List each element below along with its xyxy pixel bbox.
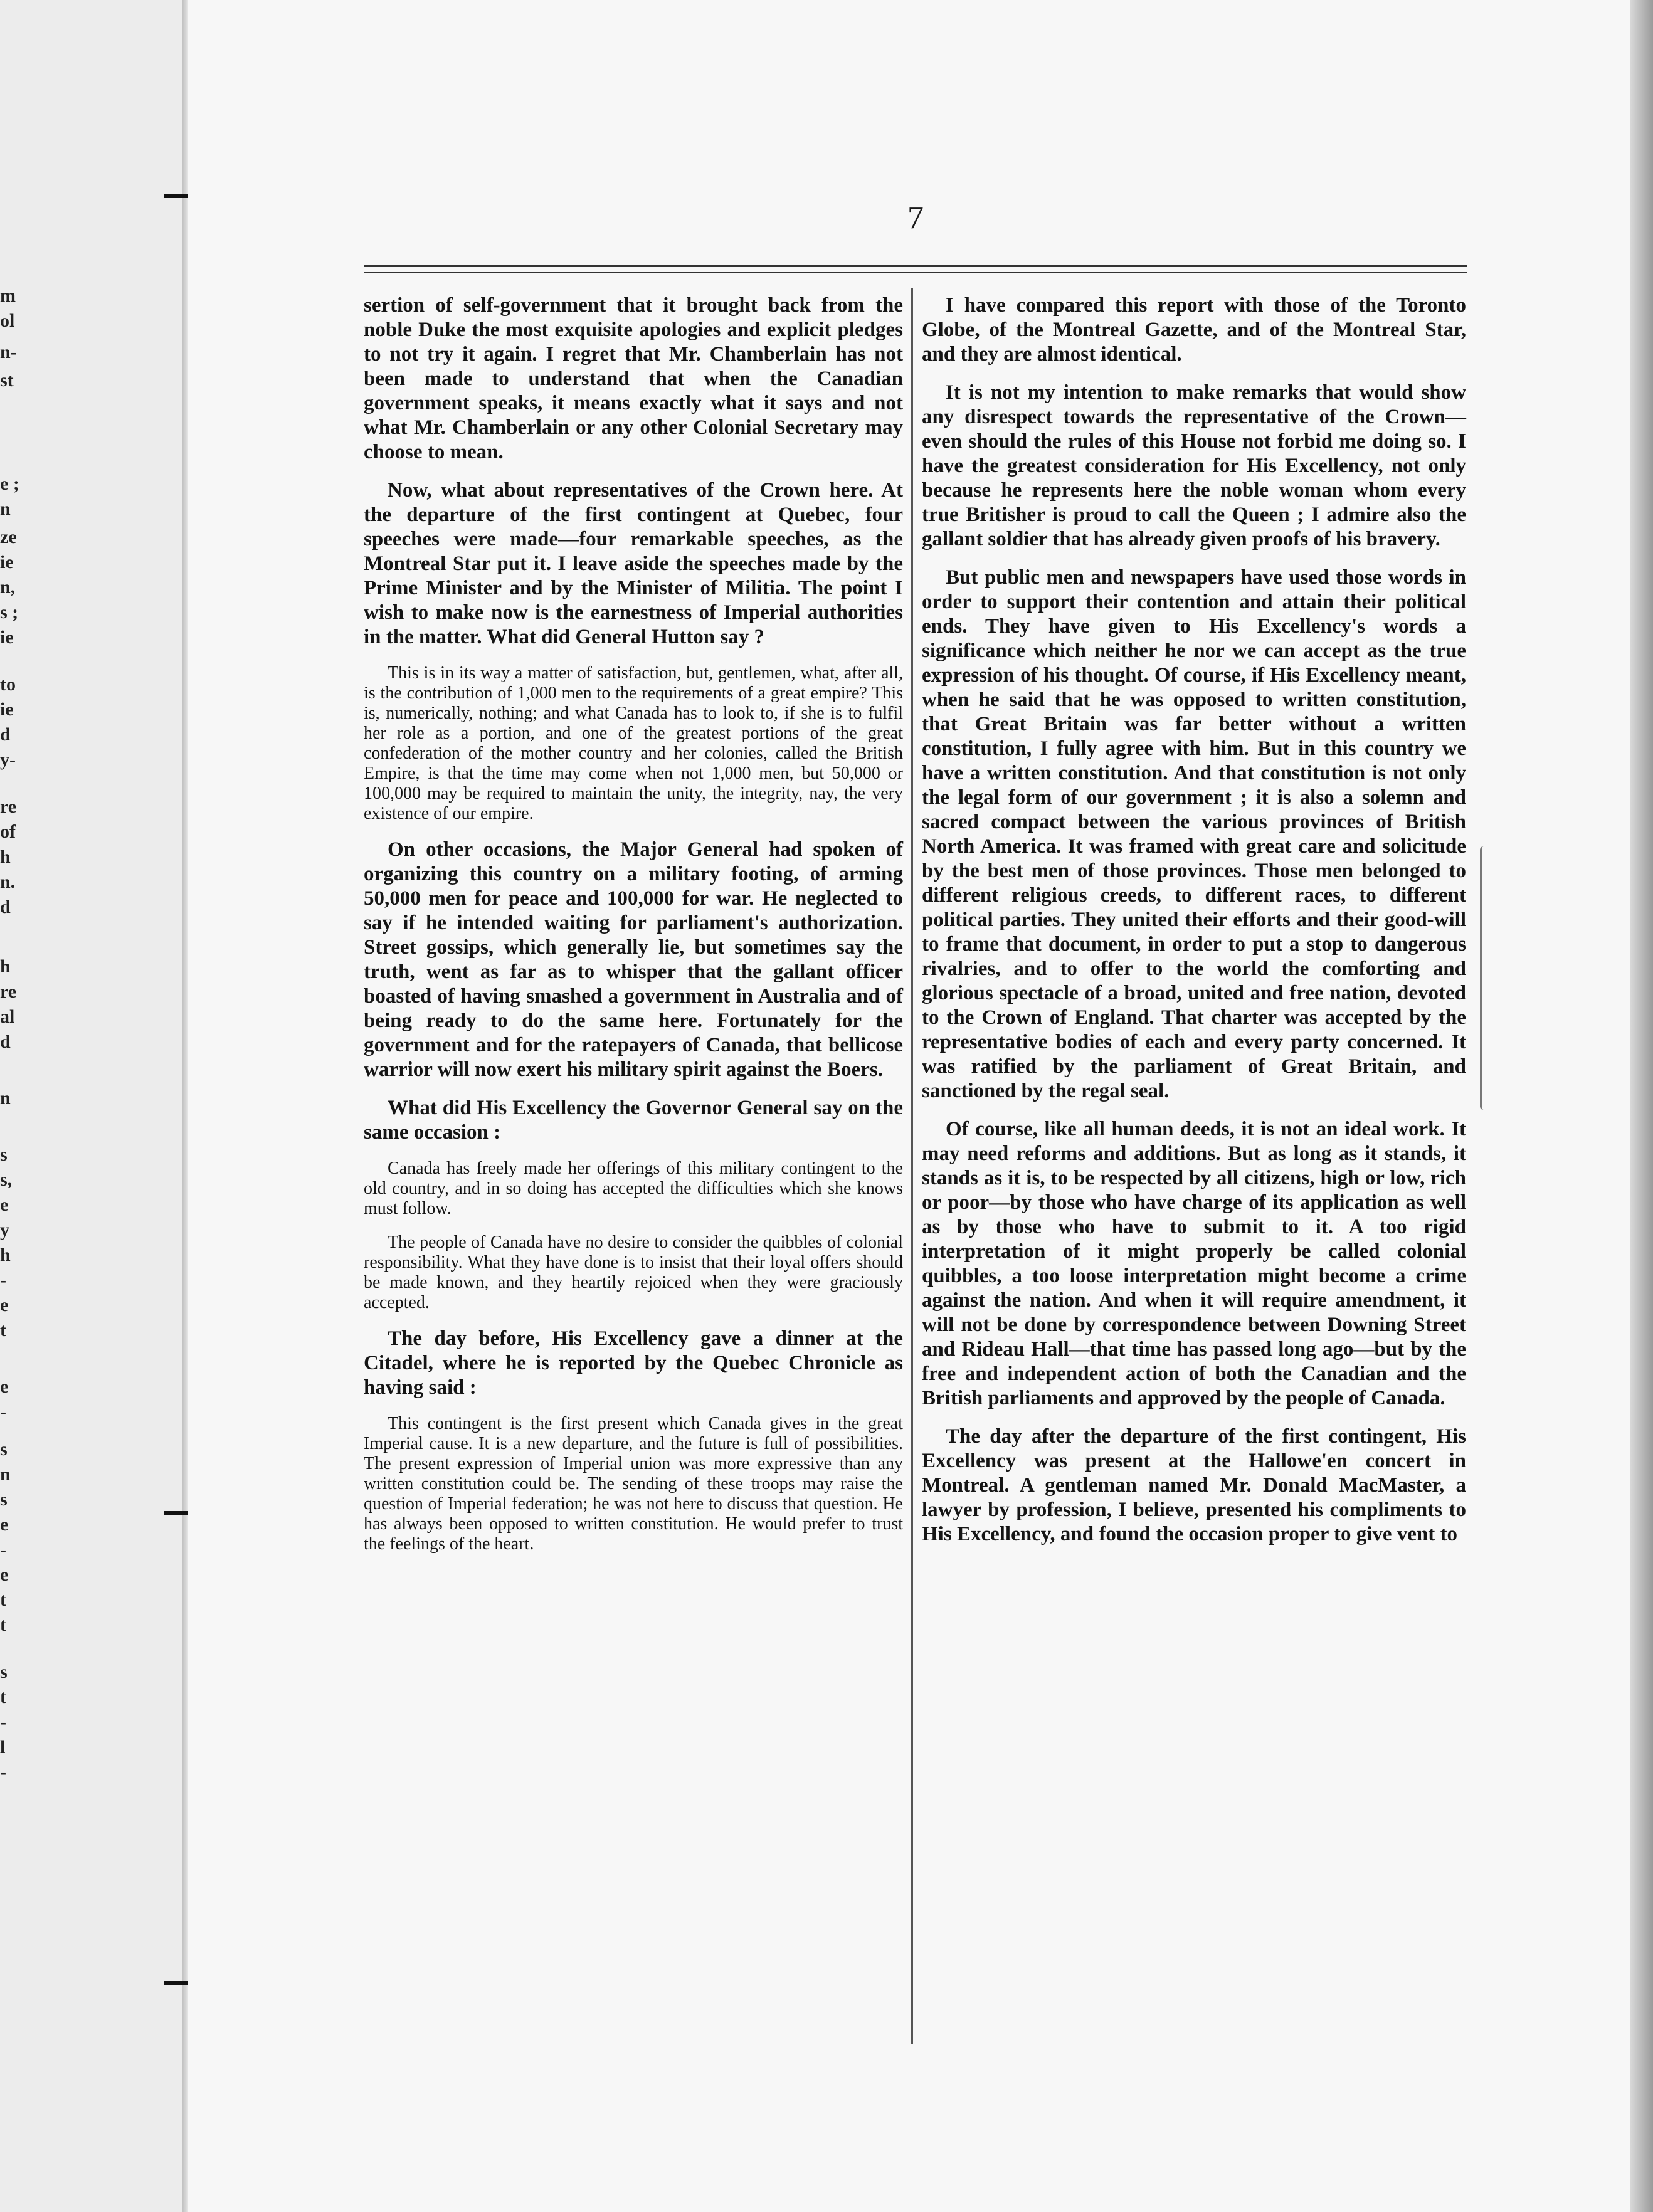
previous-page-text-fragment: m — [0, 285, 16, 306]
previous-page-text-fragment: - — [0, 1762, 6, 1783]
previous-page-edge — [182, 0, 188, 2212]
previous-page-text-fragment: e — [0, 1514, 9, 1535]
paragraph: It is not my intention to make remarks that would show any disrespect towards the representative of the Crown—even should the rules of this House not forbid me doing so. I have the greatest consideration for His Excellency, not only because he represents here the noble woman whom every true Britisher is proud to call the Queen ; I admire also the gallant soldier that has already given proofs of his bravery. — [922, 381, 1466, 550]
quoted-passage: The people of Canada have no desire to consider the quibbles of colonial responsibility. What they have done is to insist that their loyal offers should be made known, and they heartily rejoiced when they were graciously accepted. — [364, 1233, 903, 1312]
paragraph: On other occasions, the Major General had spoken of organizing this country on a military footing, of arming 50,000 men for peace and 100,000 for war. He neglected to say if he intended waiting for parliament's authorization. Street gossips, which generally lie, but sometimes say the truth, went as far as to whisper that the gallant officer boasted of having smashed a government in Australia and of being ready to do the same here. Fortunately for the government and for the ratepayers of Canada, that bellicose warrior will now exert his military spirit against the Boers. — [364, 838, 903, 1081]
previous-page-text-fragment: n, — [0, 577, 16, 598]
paragraph: I have compared this report with those of the Toronto Globe, of the Montreal Gazette, and of the Montreal Star, and they are almost identical. — [922, 294, 1466, 366]
previous-page-text-fragment: e — [0, 1295, 9, 1315]
previous-page-text-fragment: t — [0, 1614, 6, 1635]
previous-page-text-fragment: h — [0, 846, 11, 867]
paragraph: The day after the departure of the first contingent, His Excellency was present at the Hallowe'en concert in Montreal. A gentleman named Mr. Donald MacMaster, a lawyer by profession, I believe, presented his compliments to His Excellency, and found the occasion proper to give vent to — [922, 1425, 1466, 1546]
previous-page-text-fragment: ie — [0, 552, 14, 572]
previous-page-text-fragment: d — [0, 897, 11, 917]
previous-page-margin — [0, 0, 185, 2212]
previous-page-text-fragment: e — [0, 1194, 9, 1215]
pencil-margin-mark — [1480, 846, 1487, 1110]
previous-page-text-fragment: - — [0, 1270, 6, 1290]
previous-page-text-fragment: d — [0, 724, 11, 745]
paragraph: sertion of self-government that it brought back from the noble Duke the most exquisite apologies and explicit pledges to not try it again. I regret that Mr. Chamberlain has not been made to understand that when the Canadian government speaks, it means exactly what it says and not what Mr. Chamberlain or any other Colonial Secretary may choose to mean. — [364, 294, 903, 463]
previous-page-text-fragment: y — [0, 1219, 9, 1240]
previous-page-text-fragment: l — [0, 1737, 6, 1757]
paragraph: What did His Excellency the Governor General say on the same occasion : — [364, 1097, 903, 1144]
previous-page-text-fragment: s ; — [0, 602, 19, 623]
paragraph: Now, what about representatives of the Crown here. At the departure of the first contingent at Quebec, four speeches were made—four remarkable speeches, as the Montreal Star put it. I leave aside the speeches made by the Prime Minister and by the Minister of Militia. The point I wish to make now is the earnestness of Imperial authorities in the matter. What did General Hutton say ? — [364, 479, 903, 648]
previous-page-text-fragment: - — [0, 1712, 6, 1732]
left-column — [364, 293, 903, 1568]
previous-page-text-fragment: ol — [0, 310, 15, 331]
paragraph: Of course, like all human deeds, it is not an ideal work. It may need reforms and additions. But as long as it stands, it stands as it is, to be respected by all citizens, high or low, rich or poor—by those who have charge of its application as well as by those who have to submit to it. A too rigid interpretation of it might properly be called colonial quibbles, a too loose interpretation might become a crime against the nation. And when it will require amendment, it will not be done by correspondence between Downing Street and Rideau Hall—that time has passed long ago—but by the free and independent action of both the Canadian and the British parliaments and approved by the people of Canada. — [922, 1118, 1466, 1409]
previous-page-text-fragment: s, — [0, 1169, 13, 1190]
previous-page-text-fragment: ie — [0, 627, 14, 648]
previous-page-text-fragment: n. — [0, 872, 16, 892]
previous-page-text-fragment: s — [0, 1489, 8, 1510]
previous-page-text-fragment: re — [0, 981, 17, 1002]
previous-page-text-fragment: s — [0, 1144, 8, 1165]
previous-page-text-fragment: e — [0, 1376, 9, 1397]
previous-page-text-fragment: ze — [0, 527, 17, 547]
previous-page-text-fragment: y- — [0, 749, 16, 770]
previous-page-text-fragment: h — [0, 956, 11, 977]
previous-page-text-fragment: d — [0, 1031, 11, 1052]
previous-page-text-fragment: s — [0, 1662, 8, 1682]
quoted-passage: This is in its way a matter of satisfaction, but, gentlemen, what, after all, is the contribution of 1,000 men to the requirements of a great empire? This is, numerically, nothing; and what Canada has to look to, if she is to fulfil her role as a portion, and one of the greatest portions of the great confederation of the mother country and her colonies, called the British Empire, is that the time may come when not 1,000 men, but 50,000 or 100,000 may be required to maintain the unity, the integrity, nay, the very existence of our empire. — [364, 663, 903, 823]
previous-page-text-fragment: - — [0, 1539, 6, 1560]
previous-page-text-fragment: s — [0, 1439, 8, 1460]
paragraph: The day before, His Excellency gave a dinner at the Citadel, where he is reported by the Quebec Chronicle as having said : — [364, 1327, 903, 1399]
page-number: 7 — [907, 200, 924, 236]
previous-page-text-fragment: - — [0, 1401, 6, 1422]
quoted-passage: Canada has freely made her offerings of this military contingent to the old country, and in so doing has accepted the difficulties which she knows must follow. — [364, 1159, 903, 1218]
previous-page-text-fragment: n — [0, 1088, 11, 1109]
quoted-passage: This contingent is the first present which Canada gives in the great Imperial cause. It is a new departure, and the future is full of possibilities. The present expression of Imperial union was more expressive than any written constitution could be. The sending of these troops may raise the question of Imperial federation; he was not here to discuss that question. He has always been opposed to written constitution. He would prefer to trust the feelings of the heart. — [364, 1414, 903, 1554]
previous-page-text-fragment: re — [0, 796, 17, 817]
previous-page-text-fragment: t — [0, 1589, 6, 1610]
page-right-edge — [1630, 0, 1653, 2212]
header-rule — [364, 265, 1467, 267]
previous-page-text-fragment: of — [0, 821, 16, 842]
previous-page-text-fragment: h — [0, 1245, 11, 1265]
previous-page-text-fragment: t — [0, 1320, 6, 1340]
previous-page-text-fragment: al — [0, 1006, 15, 1027]
column-divider — [911, 288, 913, 2044]
previous-page-text-fragment: ie — [0, 699, 14, 720]
previous-page-text-fragment: n — [0, 498, 11, 519]
previous-page-text-fragment: t — [0, 1687, 6, 1707]
previous-page-text-fragment: st — [0, 370, 14, 391]
previous-page-text-fragment: to — [0, 674, 16, 695]
previous-page-text-fragment: n — [0, 1464, 11, 1485]
previous-page-text-fragment: e ; — [0, 473, 19, 494]
previous-page-text-fragment: e — [0, 1564, 9, 1585]
paragraph: But public men and newspapers have used those words in order to support their contention and attain their political ends. They have given to His Excellency's words a significance which neither he nor we can accept as the true expression of his thought. Of course, if His Excellency meant, when he said that he was opposed to written constitution, that Great Britain was far better without a written constitution, I fully agree with him. But in this country we have a written constitution. And that constitution is not only the legal form of our government ; it is also a solemn and sacred compact between the various provinces of British North America. It was framed with great care and solicitude by the best men of those provinces. Those men belonged to different religious creeds, to different races, to different political parties. They united their efforts and their good-will to frame that document, in order to put a stop to dangerous rivalries, and to offer to the world the comforting and glorious spectacle of a broad, united and free nation, devoted to the Crown of England. That charter was accepted by the representative bodies of each and every party concerned. It was ratified by the parliament of Great Britain, and sanctioned by the regal seal. — [922, 566, 1466, 1102]
right-column — [922, 293, 1466, 1561]
header-rule-thin — [364, 272, 1467, 273]
previous-page-text-fragment: n- — [0, 342, 17, 362]
